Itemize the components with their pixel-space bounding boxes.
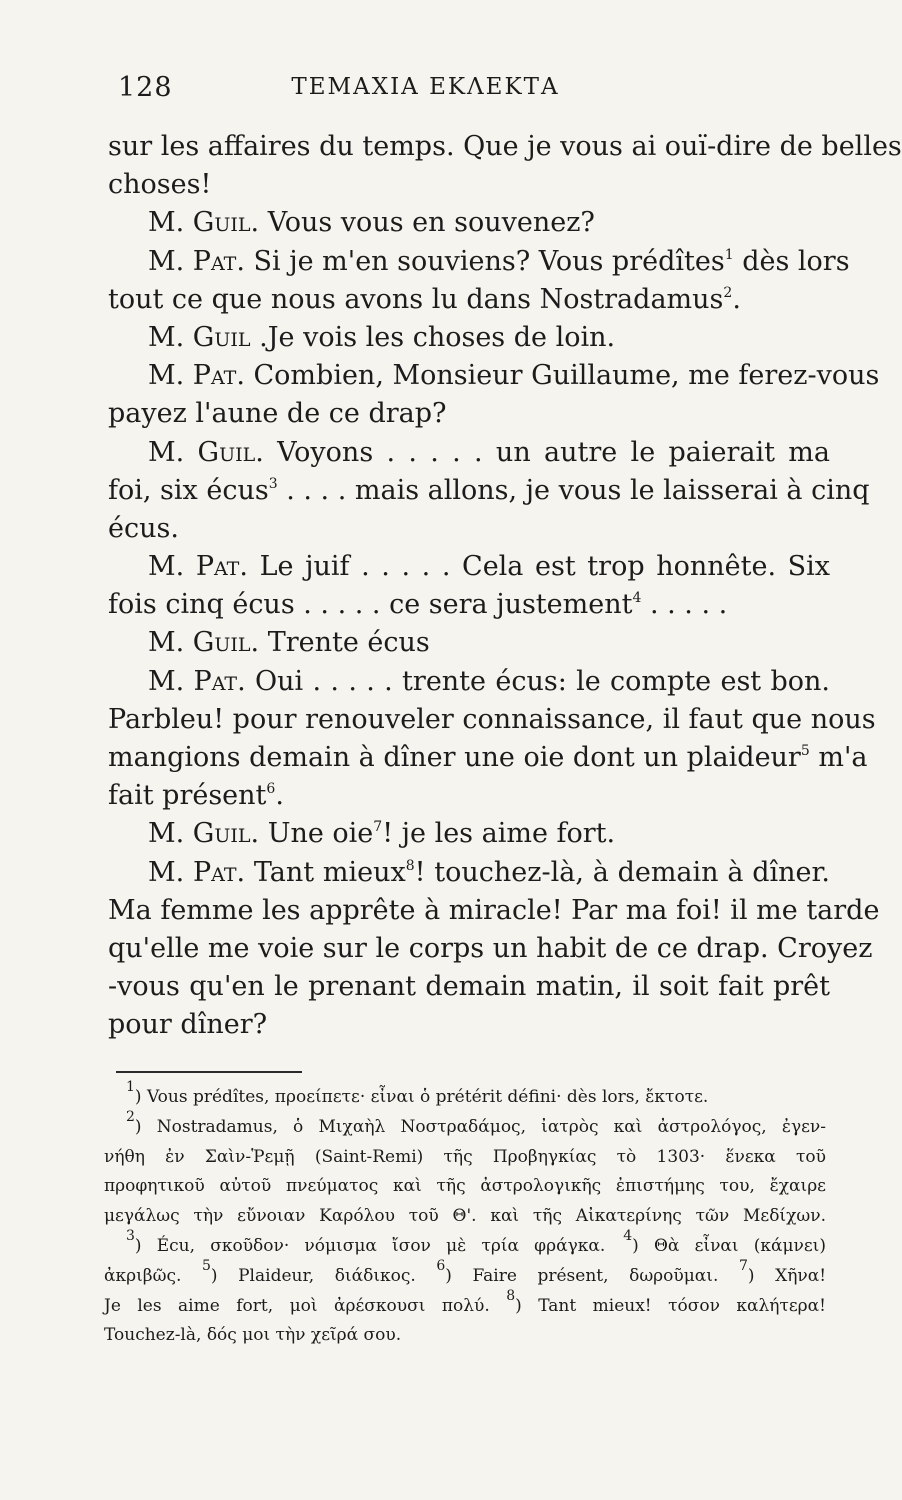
footnote-ref[interactable]: 7 (373, 819, 383, 836)
text-line (108, 739, 868, 777)
footnote-continuation (104, 1257, 827, 1292)
footnote-text: ) Vous prédîtes, προείπετε· εἶναι ὁ prétérit défini· dès lors, ἔκτοτε. (134, 1087, 709, 1107)
footnote-text: Touchez-là, δός μοι τὴν χεῖρά σου. (104, 1325, 402, 1346)
line-text: ! je les aime fort. (382, 818, 616, 850)
line-text: tout ce que nous avons lu dans Nostradamus (108, 283, 724, 315)
footnote-text: ) Écu, σκοῦδον· νόμισμα ἴσον μὲ τρία φράγκα. (134, 1235, 606, 1256)
footnote-text: ἀκριβῶς. (104, 1265, 182, 1286)
line-text: foi, six écus (108, 474, 269, 506)
text-line (108, 777, 830, 815)
speaker-label: M. Pat. (148, 360, 245, 392)
footnote-continuation (104, 1143, 826, 1173)
footnote-ref[interactable]: 5 (800, 743, 810, 759)
page-header (118, 72, 733, 112)
footnote (104, 1079, 826, 1113)
line-text: Oui . . . . . trente écus: le compte est bon. (255, 665, 831, 697)
line-text: pour dîner? (108, 1009, 268, 1041)
text-line (108, 854, 830, 892)
line-text: Tant mieux (253, 856, 406, 888)
speaker-label: M. Guil. (148, 436, 264, 468)
line-text: . (275, 780, 284, 812)
line-text: -vous qu'en le prenant demain matin, il soit fait prêt (108, 971, 830, 1003)
text-line (108, 701, 876, 739)
text-line (108, 357, 880, 395)
dialogue-text (108, 128, 902, 1045)
line-text: Parbleu! pour renouveler connaissance, il faut que nous (108, 703, 876, 735)
speaker-label: M. Pat. (148, 856, 246, 888)
speaker-label: M. Guil. (148, 207, 260, 239)
text-line (108, 128, 902, 166)
line-text: payez l'aune de ce drap? (108, 398, 447, 430)
footnote-ref[interactable]: 4 (632, 590, 642, 607)
footnote-divider (116, 1071, 302, 1073)
footnote-number: 8 (506, 1287, 516, 1304)
text-line (108, 434, 830, 472)
footnote-text: ) Nostradamus, ὁ Μιχαὴλ Νοστραδάμος, ἰατρὸς καὶ ἀστρολόγος, ἐγεν- (134, 1116, 826, 1137)
line-text: . (732, 283, 741, 315)
text-line (108, 204, 830, 242)
speaker-label: M. Guil. (148, 818, 260, 850)
footnote-ref[interactable]: 8 (405, 857, 415, 874)
line-text: sur les affaires du temps. Que je vous ai ouï-dire de belles (108, 131, 902, 162)
line-text: Voyons . . . . . un autre le paierait ma (277, 436, 830, 468)
line-text: fois cinq écus . . . . . ce sera justement (108, 589, 633, 621)
speaker-label: M. Guil. (148, 627, 260, 659)
footnote-ref[interactable]: 6 (266, 781, 276, 798)
text-line (108, 892, 880, 930)
footnote-text: ) Χῆνα! (747, 1265, 827, 1286)
speaker-label: M. Pat. (148, 665, 246, 697)
footnote-text: ) Tant mieux! τόσον καλήτερα! (515, 1295, 826, 1316)
footnote-ref[interactable]: 2 (723, 284, 733, 301)
speaker-label: M. Pat. (148, 245, 245, 277)
line-text: ! touchez-là, à demain à dîner. (414, 856, 830, 888)
text-line (108, 586, 830, 624)
line-text: . . . . mais allons, je vous le laisserai à cinq (277, 474, 870, 506)
footnote-text: προφητικοῦ αὐτοῦ πνεύματος καὶ τῆς ἀστρολογικῆς ἐπιστήμης του, ἔχαιρε (104, 1176, 826, 1197)
line-text: mangions demain à dîner une oie dont un plaideur (108, 742, 801, 773)
line-text: Une oie (267, 818, 374, 850)
page-number: 128 (118, 72, 173, 103)
footnote-ref[interactable]: 1 (724, 246, 734, 263)
line-text: fait présent (108, 780, 267, 812)
line-text: m'a (809, 742, 868, 773)
text-line (108, 166, 830, 204)
line-text: Vous vous en souvenez? (267, 207, 595, 239)
text-line (108, 243, 850, 281)
speaker-label: M. Pat. (148, 551, 248, 583)
text-line (108, 930, 873, 968)
footnote (104, 1227, 826, 1262)
footnote-text: Je les aime fort, μοὶ ἀρέσκουσι πολύ. (104, 1295, 490, 1316)
line-text: dès lors (733, 245, 850, 277)
text-line (108, 1006, 830, 1044)
footnote-continuation (104, 1172, 826, 1202)
text-line (108, 548, 830, 586)
footnote-number: 1 (126, 1079, 135, 1095)
running-title: ΤΕΜΑΧΙΑ ΕΚΛΕΚΤΑ (291, 74, 560, 100)
text-line (108, 281, 830, 319)
line-text: Ma femme les apprête à miracle! Par ma foi! il me tarde (108, 894, 880, 926)
speaker-label: M. Guil (148, 321, 251, 353)
footnote-continuation (104, 1202, 826, 1232)
footnote-text: ) Θὰ εἶναι (κάμνει) (632, 1235, 826, 1256)
footnote-continuation (104, 1287, 826, 1322)
footnote-number: 2 (126, 1108, 135, 1125)
footnote-number: 6 (436, 1257, 446, 1274)
text-line (108, 968, 830, 1006)
text-line (108, 815, 830, 853)
footnote-number: 3 (126, 1227, 135, 1244)
line-text: qu'elle me voie sur le corps un habit de ce drap. Croyez (108, 932, 873, 964)
footnote-number: 4 (623, 1227, 633, 1244)
text-line (108, 510, 830, 548)
footnote-text: νήθη ἐν Σαὶν-Ῥεμῇ (Saint-Remi) τῆς Προβηγκίας τὸ 1303· ἕνεκα τοῦ (104, 1146, 826, 1167)
footnotes (104, 1079, 827, 1351)
footnote-text: ) Plaideur, διάδικος. (210, 1265, 416, 1286)
line-text: .Je vois les choses de loin. (259, 321, 616, 353)
text-line (108, 624, 830, 662)
footnote-text: μεγάλως τὴν εὔνοιαν Καρόλου τοῦ Θ'. καὶ τῆς Αἰκατερίνης τῶν Μεδίχων. (104, 1206, 826, 1227)
text-line (108, 663, 830, 701)
line-text: Combien, Monsieur Guillaume, me ferez-vous (253, 360, 880, 392)
footnote-number: 5 (201, 1257, 211, 1274)
line-text: écus. (108, 512, 179, 544)
line-text: . . . . . (641, 589, 728, 621)
footnote-continuation (104, 1321, 826, 1351)
footnote-ref[interactable]: 3 (268, 475, 278, 492)
footnote (104, 1108, 826, 1143)
footnote-text: ) Faire présent, δωροῦμαι. (445, 1265, 719, 1286)
line-text: Si je m'en souviens? Vous prédîtes (253, 245, 725, 277)
footnote-number: 7 (738, 1257, 748, 1274)
text-line (108, 472, 870, 510)
line-text: choses! (108, 169, 212, 201)
text-line (108, 319, 830, 357)
text-line (108, 395, 830, 433)
line-text: Le juif . . . . . Cela est trop honnête. Six (259, 551, 830, 583)
line-text: Trente écus (267, 627, 430, 659)
